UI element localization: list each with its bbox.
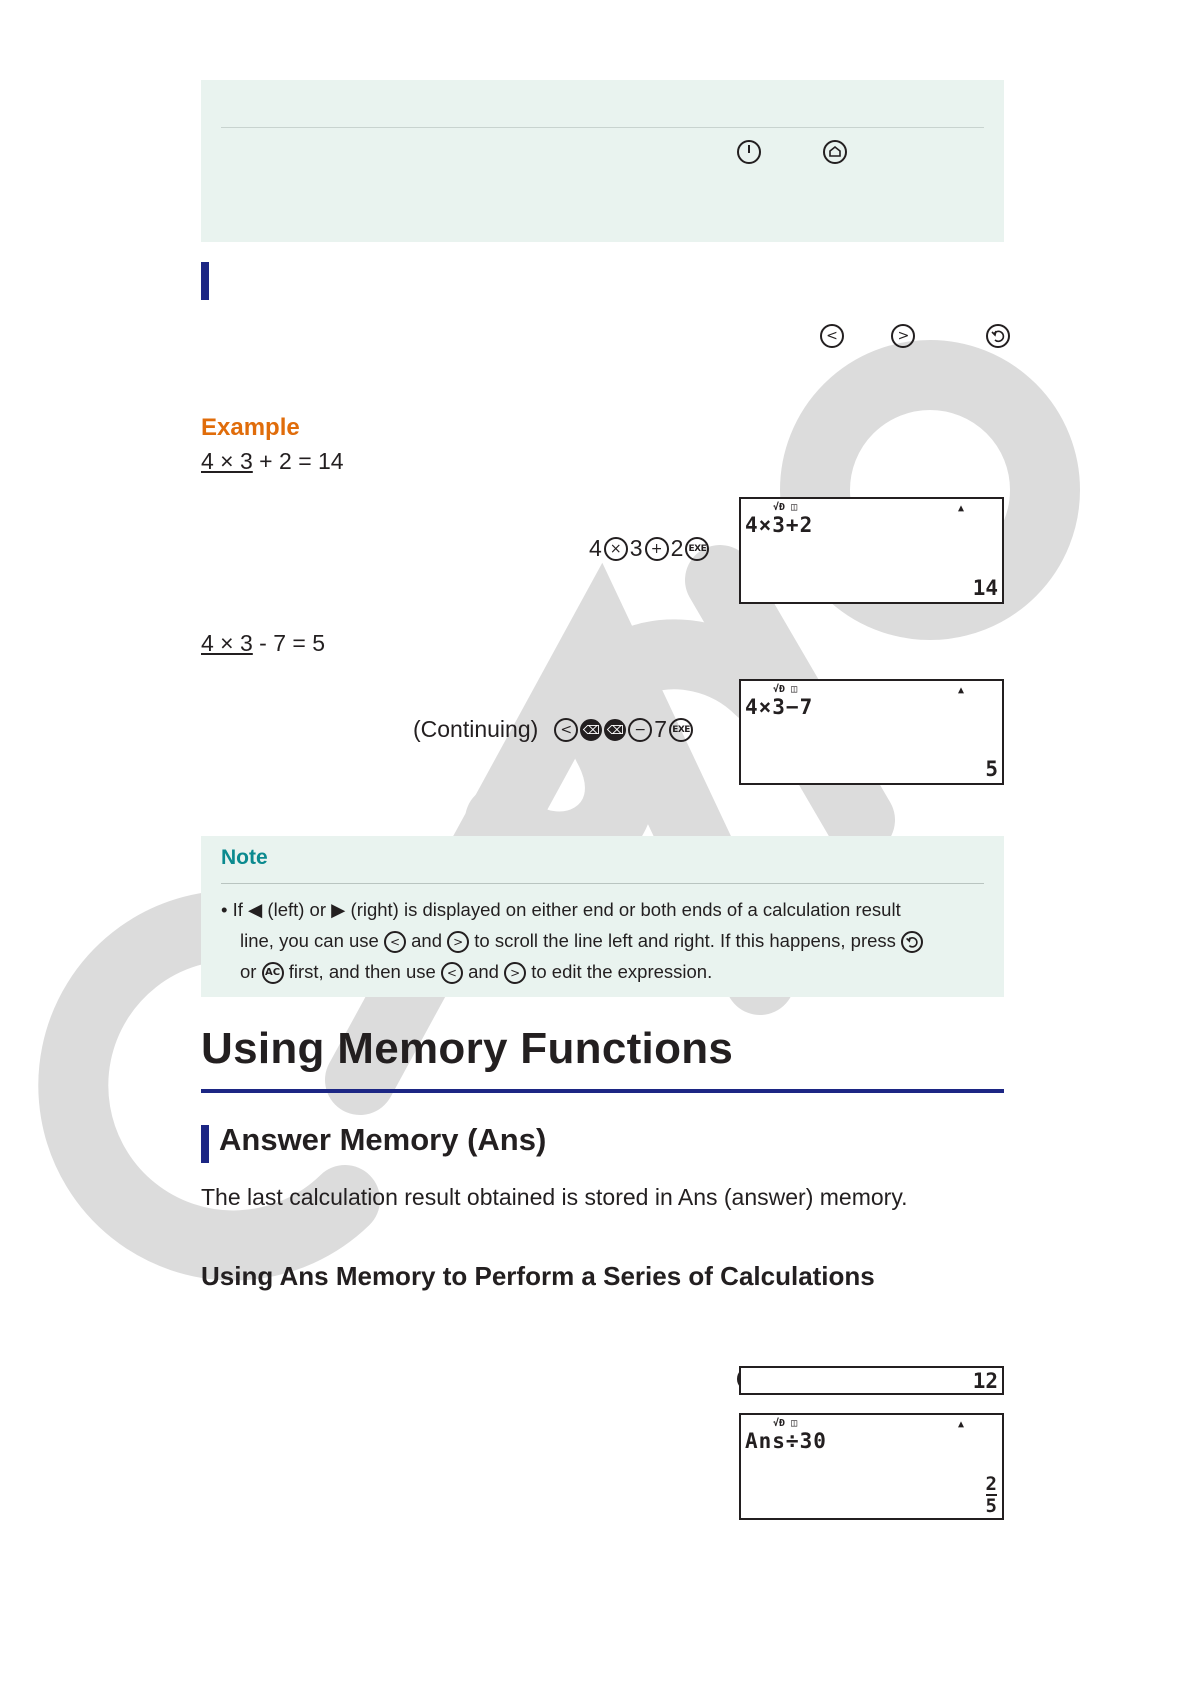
subheading-bar bbox=[201, 1125, 209, 1163]
ac-key-icon: AC bbox=[262, 962, 284, 984]
continuing-label: (Continuing) bbox=[413, 716, 539, 742]
digit-4: 4 bbox=[589, 535, 602, 561]
note-text: (left) or bbox=[267, 899, 327, 920]
right-arrow-key-icon: > bbox=[447, 931, 469, 953]
left-arrow-key-icon: < bbox=[554, 718, 578, 742]
note-text: (right) is displayed on either end or both ends of a calculation result bbox=[350, 899, 901, 920]
up-arrow-indicator: ▲ bbox=[957, 503, 964, 514]
note-text: or bbox=[240, 961, 257, 982]
exe-key-icon: EXE bbox=[669, 718, 693, 742]
left-triangle-icon: ◀ bbox=[248, 899, 263, 920]
plus-key-icon: + bbox=[645, 537, 669, 561]
note-body bbox=[221, 894, 984, 987]
note-text: first, and then use bbox=[288, 961, 436, 982]
display-expression: Ans÷30 bbox=[745, 1429, 827, 1453]
digit-3: 3 bbox=[629, 535, 643, 561]
display-indicators: √Ð ◫ bbox=[773, 684, 798, 695]
note-text: line, you can use bbox=[240, 930, 379, 951]
page-heading: Using Memory Functions bbox=[201, 1024, 734, 1073]
heading-rule bbox=[201, 1089, 1004, 1093]
calculator-display-3 bbox=[739, 1366, 1004, 1395]
key-sequence-1 bbox=[589, 535, 709, 562]
display-result: 12 bbox=[972, 1369, 998, 1393]
power-key-icon bbox=[737, 140, 761, 164]
section-heading-bar bbox=[201, 262, 209, 300]
display-expression: 4×3−7 bbox=[745, 695, 814, 719]
paragraph: The last calculation result obtained is stored in Ans (answer) memory. bbox=[201, 1184, 908, 1210]
back-key-icon bbox=[901, 931, 923, 953]
display-indicators: √Ð ◫ bbox=[773, 502, 798, 513]
note-text: If bbox=[232, 899, 243, 920]
note-line-3 bbox=[221, 956, 984, 987]
note-title: Note bbox=[221, 846, 268, 869]
note-line-2 bbox=[221, 925, 984, 956]
display-result: 14 bbox=[972, 576, 998, 600]
right-triangle-icon: ▶ bbox=[331, 899, 346, 920]
display-indicators: √Ð ◫ bbox=[773, 1418, 798, 1429]
delete-key-icon: ⌫ bbox=[580, 719, 602, 741]
right-arrow-key-icon: > bbox=[504, 962, 526, 984]
display-fraction bbox=[986, 1474, 997, 1516]
exe-key-icon: EXE bbox=[685, 537, 709, 561]
calculator-display-2 bbox=[739, 679, 1004, 785]
back-key-icon bbox=[986, 324, 1010, 348]
fraction-denominator: 5 bbox=[985, 1495, 997, 1517]
digit-7: 7 bbox=[654, 716, 668, 742]
example-title: Example bbox=[201, 414, 300, 441]
example-formula-2 bbox=[201, 630, 325, 657]
digit-2: 2 bbox=[670, 535, 684, 561]
note-rule bbox=[221, 883, 984, 884]
left-arrow-key-icon: < bbox=[384, 931, 406, 953]
right-arrow-key-icon: > bbox=[891, 324, 915, 348]
bullet: • bbox=[221, 899, 228, 920]
formula-1-underlined: 4 × 3 bbox=[201, 448, 253, 474]
calculator-display-1 bbox=[739, 497, 1004, 604]
up-arrow-indicator: ▲ bbox=[957, 685, 964, 696]
calculator-display-4 bbox=[739, 1413, 1004, 1520]
multiply-key-icon: × bbox=[604, 537, 628, 561]
formula-1-rest: + 2 = 14 bbox=[252, 448, 344, 474]
left-arrow-key-icon: < bbox=[441, 962, 463, 984]
top-note-rule bbox=[221, 127, 984, 128]
formula-2-underlined: 4 × 3 bbox=[201, 630, 253, 656]
home-key-icon bbox=[823, 140, 847, 164]
minus-key-icon: − bbox=[628, 718, 652, 742]
subheading: Answer Memory (Ans) bbox=[219, 1122, 547, 1157]
display-expression: 4×3+2 bbox=[745, 513, 814, 537]
note-text: to edit the expression. bbox=[531, 961, 713, 982]
key-sequence-2 bbox=[413, 716, 693, 743]
note-text: and bbox=[468, 961, 499, 982]
note-text: to scroll the line left and right. If this happens, press bbox=[474, 930, 896, 951]
example-formula-1 bbox=[201, 448, 344, 475]
note-box bbox=[201, 836, 1004, 997]
note-text: and bbox=[411, 930, 442, 951]
top-note-box bbox=[201, 80, 1004, 242]
display-result: 5 bbox=[985, 757, 998, 781]
delete-key-icon: ⌫ bbox=[604, 719, 626, 741]
left-arrow-key-icon: < bbox=[820, 324, 844, 348]
formula-2-rest: - 7 = 5 bbox=[252, 630, 326, 656]
subsubheading: Using Ans Memory to Perform a Series of Calculations bbox=[201, 1261, 875, 1291]
note-line-1 bbox=[221, 894, 984, 925]
fraction-numerator: 2 bbox=[985, 1473, 997, 1495]
up-arrow-indicator: ▲ bbox=[957, 1419, 964, 1430]
